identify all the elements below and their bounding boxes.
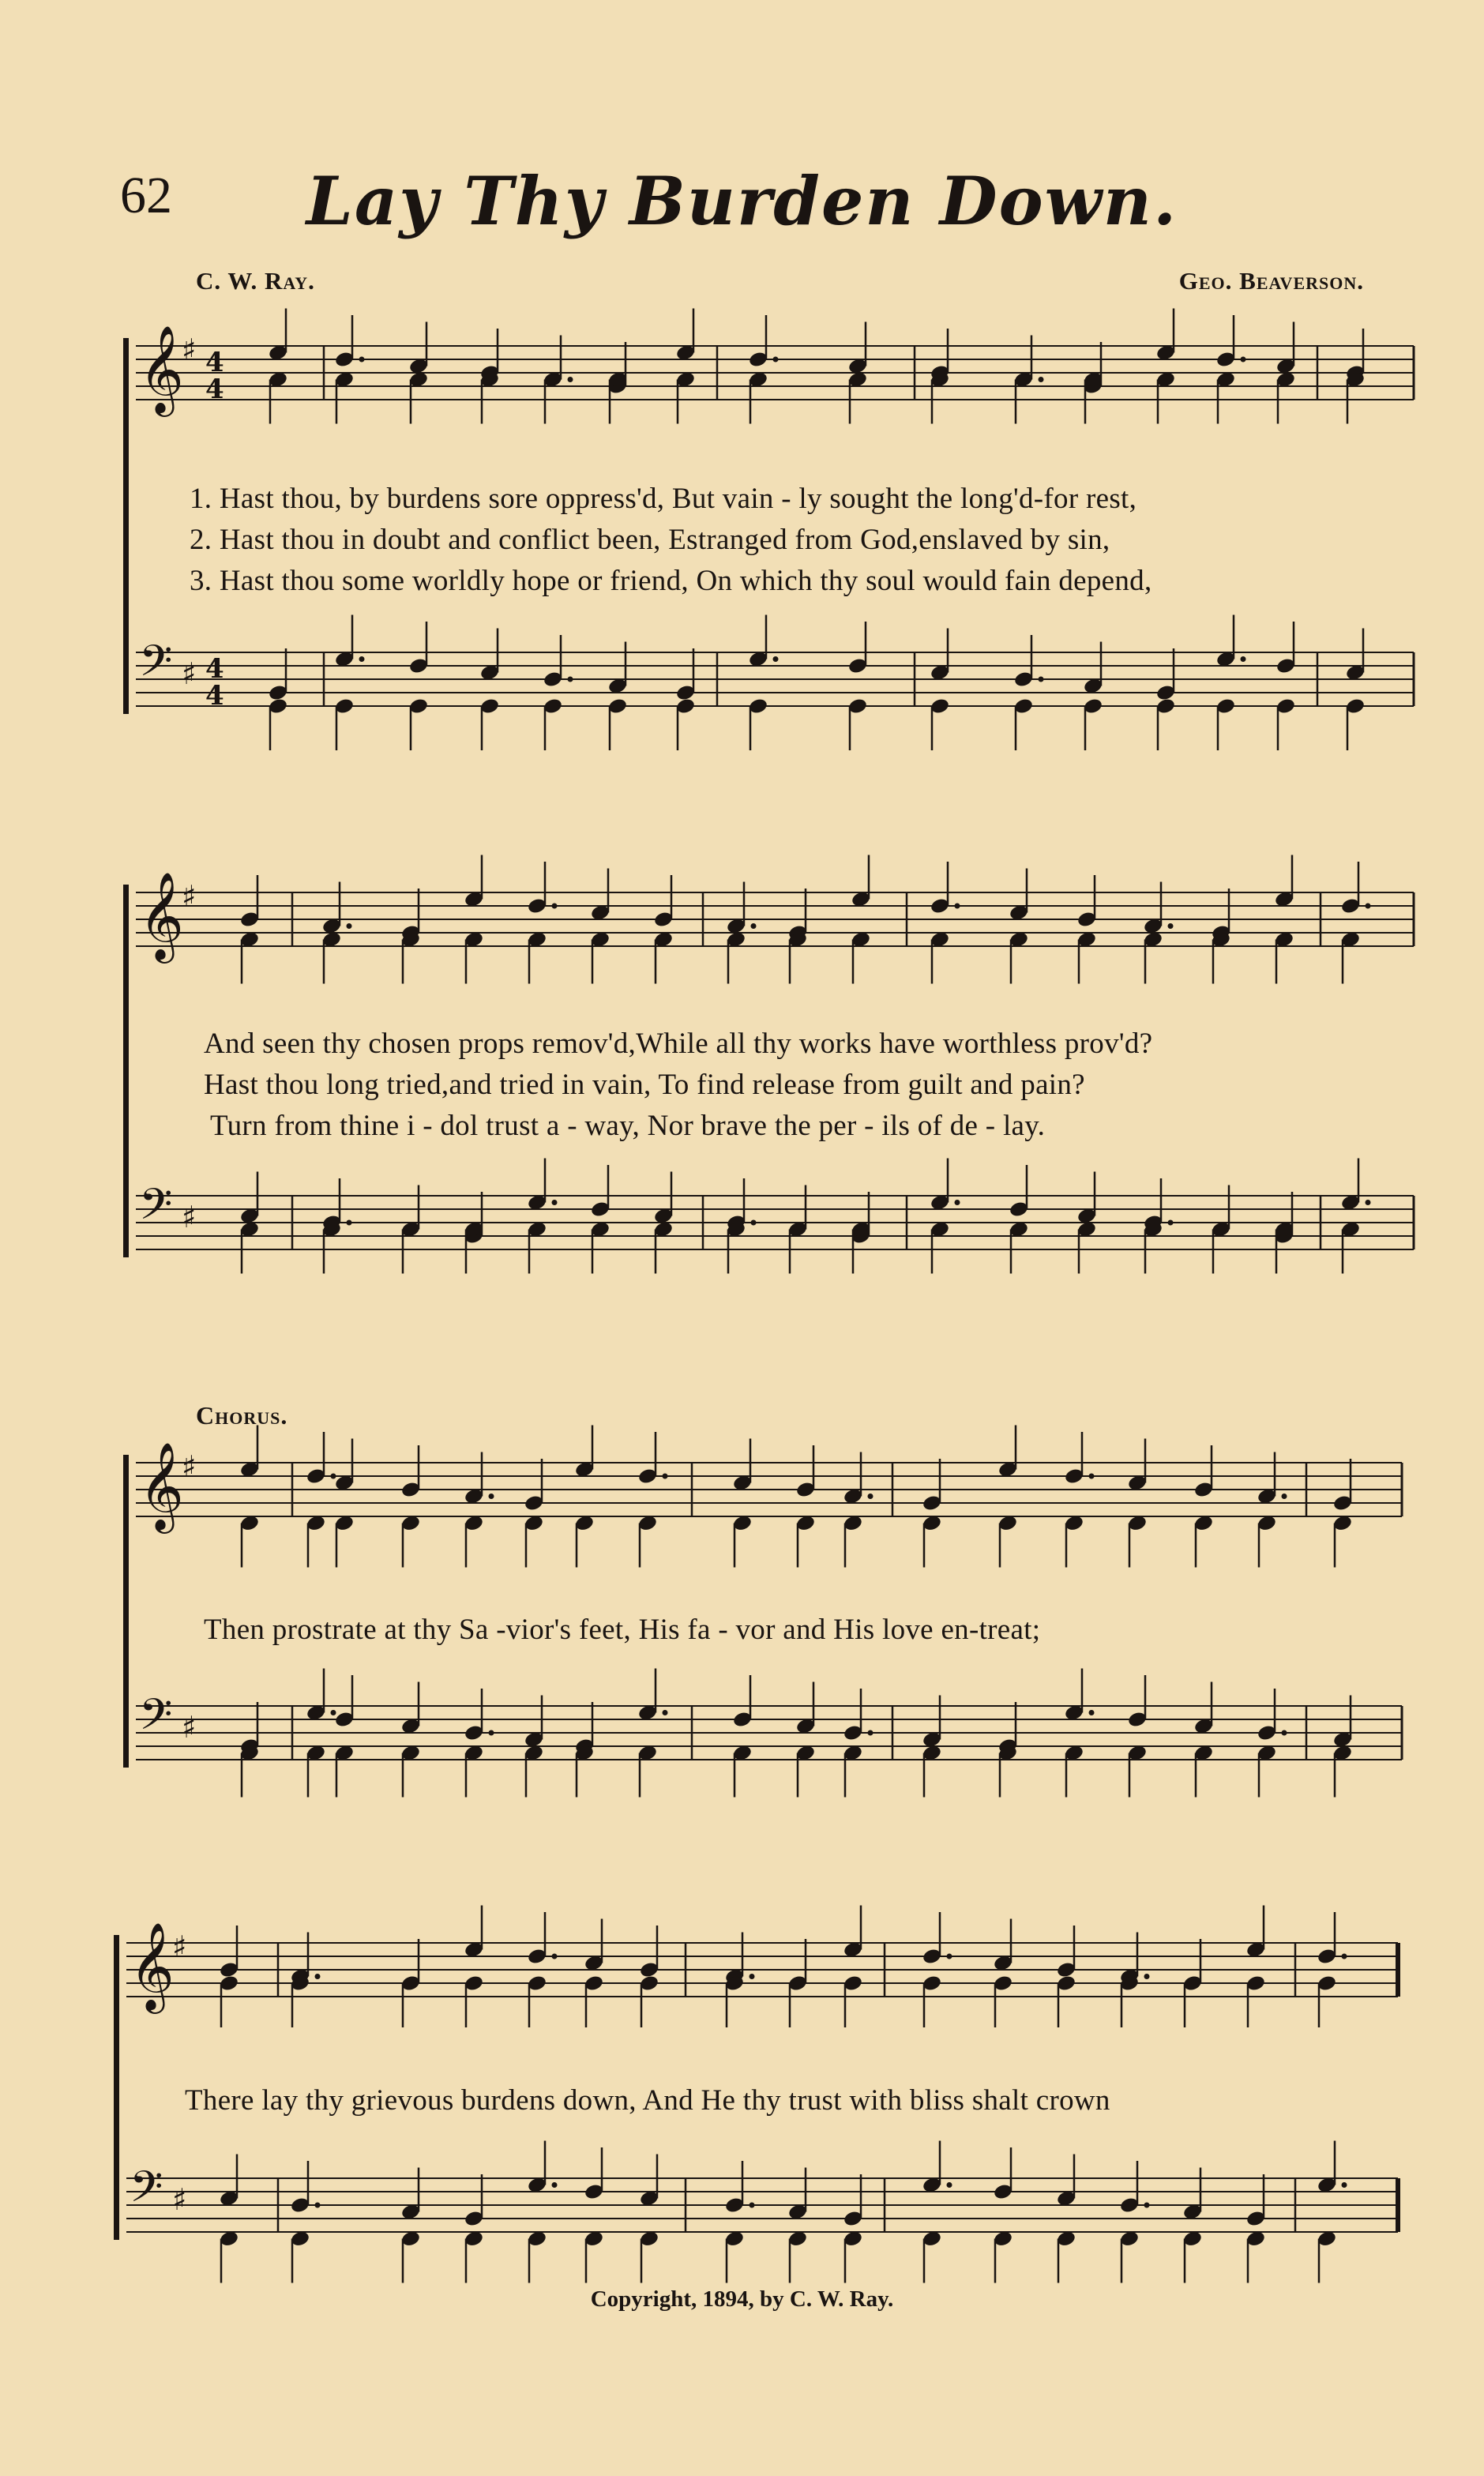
dot-icon bbox=[331, 1474, 336, 1479]
dot-icon bbox=[947, 1954, 952, 1959]
composer-credit: Geo. Beaverson. bbox=[1178, 267, 1364, 295]
dot-icon bbox=[315, 1974, 321, 1979]
chorus-label: Chorus. bbox=[196, 1401, 288, 1430]
dot-icon bbox=[1168, 1220, 1174, 1226]
sharp-icon: ♯ bbox=[182, 333, 197, 367]
dot-icon bbox=[955, 904, 960, 909]
dot-icon bbox=[1241, 357, 1246, 363]
system-brace bbox=[123, 1455, 129, 1768]
dot-icon bbox=[750, 2203, 755, 2208]
dot-icon bbox=[552, 1200, 558, 1205]
dot-icon bbox=[568, 677, 573, 682]
sharp-icon: ♯ bbox=[172, 2182, 187, 2217]
dot-icon bbox=[315, 2203, 321, 2208]
dot-icon bbox=[331, 1710, 336, 1715]
verse-3-line-2: Turn from thine i - dol trust a - way, Nor brave the per - ils of de - lay. bbox=[210, 1110, 1046, 1142]
dot-icon bbox=[663, 1710, 668, 1715]
bass-clef-icon: 𝄢 bbox=[139, 1179, 173, 1240]
bass-clef-icon: 𝄢 bbox=[139, 636, 173, 697]
dot-icon bbox=[359, 656, 365, 662]
treble-clef-icon: 𝄞 bbox=[139, 325, 184, 413]
dot-icon bbox=[773, 656, 779, 662]
dot-icon bbox=[359, 357, 365, 363]
dot-icon bbox=[1241, 656, 1246, 662]
dot-icon bbox=[750, 1974, 755, 1979]
verse-1-line-2: And seen thy chosen props remov'd,While all thy works have worthless prov'd? bbox=[204, 1028, 1153, 1060]
dot-icon bbox=[1039, 377, 1044, 382]
dot-icon bbox=[751, 1220, 757, 1226]
dot-icon bbox=[1366, 1200, 1371, 1205]
dot-icon bbox=[1342, 2182, 1347, 2188]
bass-clef-icon: 𝄢 bbox=[139, 1689, 173, 1750]
sharp-icon: ♯ bbox=[182, 656, 197, 691]
time-signature-numerator: 4 bbox=[205, 347, 224, 378]
dot-icon bbox=[663, 1474, 668, 1479]
dot-icon bbox=[1144, 2203, 1150, 2208]
verse-2-line-1: 2. Hast thou in doubt and conflict been, Estranged from God,enslaved by sin, bbox=[190, 524, 1110, 556]
sharp-icon: ♯ bbox=[182, 1449, 197, 1484]
dot-icon bbox=[1282, 1493, 1287, 1499]
system-brace bbox=[123, 338, 129, 714]
system-brace bbox=[123, 885, 129, 1257]
sharp-icon: ♯ bbox=[172, 1929, 187, 1964]
sharp-icon: ♯ bbox=[182, 1200, 197, 1234]
dot-icon bbox=[1089, 1710, 1095, 1715]
time-signature-denominator: 4 bbox=[205, 374, 224, 405]
dot-icon bbox=[1168, 923, 1174, 929]
dot-icon bbox=[1039, 677, 1044, 682]
dot-icon bbox=[347, 1220, 352, 1226]
treble-clef-icon: 𝄞 bbox=[139, 871, 184, 960]
treble-clef-icon: 𝄞 bbox=[139, 1441, 184, 1530]
dot-icon bbox=[1366, 904, 1371, 909]
verse-2-line-2: Hast thou long tried,and tried in vain, To find release from guilt and pain? bbox=[204, 1069, 1085, 1101]
dot-icon bbox=[489, 1493, 494, 1499]
bass-clef-icon: 𝄢 bbox=[130, 2162, 163, 2222]
system-brace bbox=[114, 1935, 119, 2240]
dot-icon bbox=[868, 1730, 873, 1736]
dot-icon bbox=[947, 2182, 952, 2188]
dot-icon bbox=[568, 377, 573, 382]
dot-icon bbox=[552, 904, 558, 909]
dot-icon bbox=[955, 1200, 960, 1205]
dot-icon bbox=[552, 1954, 558, 1959]
dot-icon bbox=[489, 1730, 494, 1736]
dot-icon bbox=[868, 1493, 873, 1499]
dot-icon bbox=[1282, 1730, 1287, 1736]
lyricist-credit: C. W. Ray. bbox=[196, 267, 315, 295]
page-number: 62 bbox=[120, 167, 172, 224]
dot-icon bbox=[347, 923, 352, 929]
verse-3-line-1: 3. Hast thou some worldly hope or friend, On which thy soul would fain depend, bbox=[190, 565, 1152, 597]
time-signature-denominator: 4 bbox=[205, 680, 224, 712]
treble-clef-icon: 𝄞 bbox=[130, 1922, 175, 2010]
copyright-notice: Copyright, 1894, by C. W. Ray. bbox=[590, 2286, 894, 2312]
dot-icon bbox=[751, 923, 757, 929]
verse-1-line-1: 1. Hast thou, by burdens sore oppress'd, But vain - ly sought the long'd-for rest, bbox=[190, 483, 1137, 515]
dot-icon bbox=[1342, 1954, 1347, 1959]
dot-icon bbox=[552, 2182, 558, 2188]
dot-icon bbox=[1089, 1474, 1095, 1479]
chorus-line-2: There lay thy grievous burdens down, And He thy trust with bliss shalt crown bbox=[185, 2084, 1110, 2117]
time-signature-numerator: 4 bbox=[205, 653, 224, 685]
sharp-icon: ♯ bbox=[182, 879, 197, 914]
chorus-line-1: Then prostrate at thy Sa -vior's feet, His fa - vor and His love en-treat; bbox=[204, 1614, 1041, 1646]
dot-icon bbox=[1144, 1974, 1150, 1979]
dot-icon bbox=[773, 357, 779, 363]
hymn-title: Lay Thy Burden Down. bbox=[306, 162, 1178, 240]
sharp-icon: ♯ bbox=[182, 1710, 197, 1745]
